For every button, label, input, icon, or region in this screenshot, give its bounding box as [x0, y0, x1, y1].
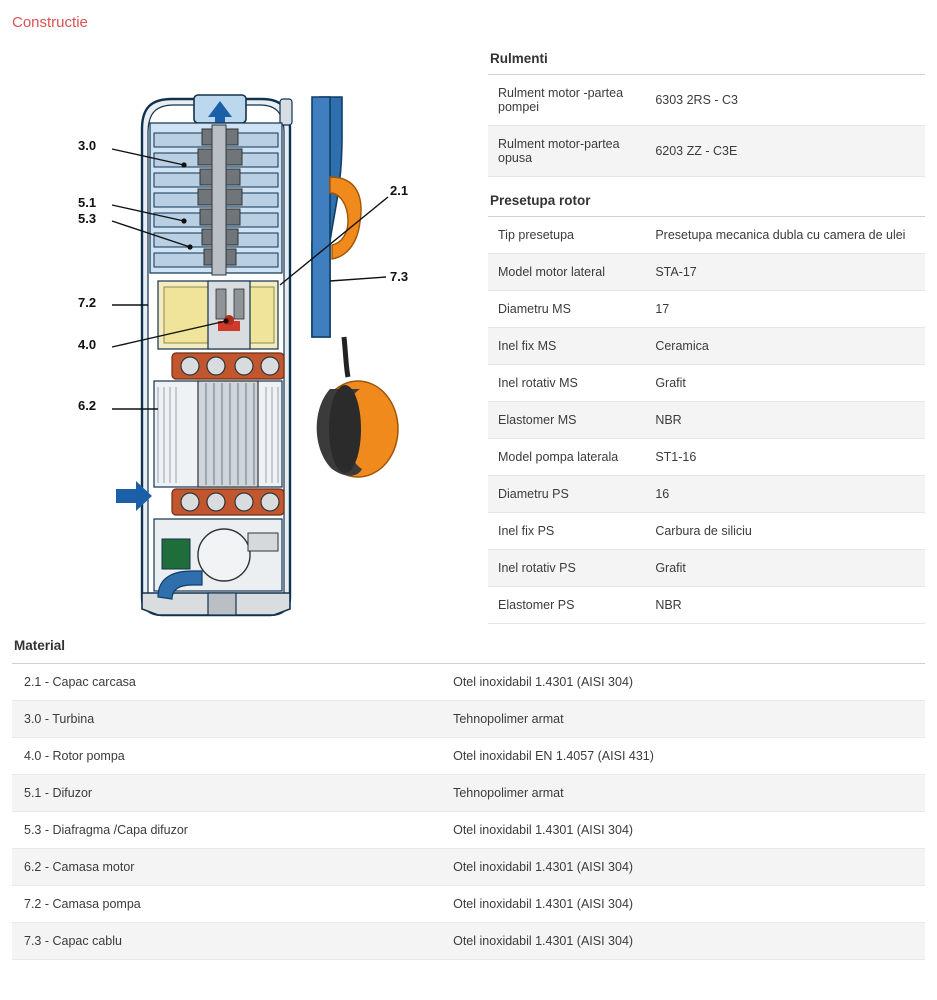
seal-value: Ceramica [645, 328, 925, 365]
seal-key: Elastomer MS [488, 402, 645, 439]
seal-value: Presetupa mecanica dubla cu camera de ulei [645, 217, 925, 254]
material-title: Material [12, 632, 925, 664]
table-row [12, 923, 925, 960]
table-row [488, 476, 925, 513]
table-row [12, 738, 925, 775]
material-key: 6.2 - Camasa motor [12, 849, 441, 886]
table-row [12, 812, 925, 849]
table-row [488, 291, 925, 328]
table-row [12, 775, 925, 812]
table-row [488, 217, 925, 254]
bearing-value: 6303 2RS - C3 [645, 75, 925, 126]
bearings-title: Rulmenti [488, 43, 925, 75]
seal-key: Inel fix MS [488, 328, 645, 365]
seal-key: Diametru MS [488, 291, 645, 328]
material-key: 5.3 - Diafragma /Capa difuzor [12, 812, 441, 849]
bearing-key: Rulment motor -partea pompei [488, 75, 645, 126]
material-key: 4.0 - Rotor pompa [12, 738, 441, 775]
material-value: Otel inoxidabil 1.4301 (AISI 304) [441, 812, 925, 849]
table-row [12, 701, 925, 738]
seal-key: Diametru PS [488, 476, 645, 513]
seals-title: Presetupa rotor [488, 185, 925, 217]
material-value: Tehnopolimer armat [441, 775, 925, 812]
material-table [12, 664, 925, 960]
pump-cutaway-diagram [12, 37, 478, 617]
seal-value: 17 [645, 291, 925, 328]
bearings-table [488, 75, 925, 177]
material-key: 7.2 - Camasa pompa [12, 886, 441, 923]
table-row [488, 402, 925, 439]
seal-key: Inel rotativ MS [488, 365, 645, 402]
material-key: 5.1 - Difuzor [12, 775, 441, 812]
callout-2-1: 2.1 [390, 183, 409, 198]
table-row [488, 513, 925, 550]
seal-key: Inel rotativ PS [488, 550, 645, 587]
pump-diagram-svg [12, 37, 478, 617]
callout-7-3: 7.3 [390, 269, 409, 284]
seal-value: Grafit [645, 550, 925, 587]
seal-value: 16 [645, 476, 925, 513]
material-key: 2.1 - Capac carcasa [12, 664, 441, 701]
callout-5-3: 5.3 [78, 211, 97, 226]
seal-key: Model motor lateral [488, 254, 645, 291]
material-value: Otel inoxidabil 1.4301 (AISI 304) [441, 849, 925, 886]
seal-value: NBR [645, 402, 925, 439]
seal-value: NBR [645, 587, 925, 624]
material-value: Tehnopolimer armat [441, 701, 925, 738]
seal-key: Tip presetupa [488, 217, 645, 254]
table-row [488, 126, 925, 177]
seal-value: ST1-16 [645, 439, 925, 476]
table-row [488, 550, 925, 587]
material-key: 3.0 - Turbina [12, 701, 441, 738]
material-key: 7.3 - Capac cablu [12, 923, 441, 960]
table-row [488, 328, 925, 365]
seal-key: Model pompa laterala [488, 439, 645, 476]
seal-value: Grafit [645, 365, 925, 402]
table-row [488, 254, 925, 291]
material-value: Otel inoxidabil 1.4301 (AISI 304) [441, 664, 925, 701]
seal-value: STA-17 [645, 254, 925, 291]
table-row [488, 75, 925, 126]
material-value: Otel inoxidabil EN 1.4057 (AISI 431) [441, 738, 925, 775]
seals-table [488, 217, 925, 624]
page-title: Constructie [12, 14, 88, 31]
table-row [488, 587, 925, 624]
seal-key: Elastomer PS [488, 587, 645, 624]
callout-5-1: 5.1 [78, 195, 97, 210]
callout-4-0: 4.0 [78, 337, 97, 352]
bearing-key: Rulment motor-partea opusa [488, 126, 645, 177]
spec-tables [478, 37, 925, 624]
material-value: Otel inoxidabil 1.4301 (AISI 304) [441, 886, 925, 923]
callout-7-2: 7.2 [78, 295, 97, 310]
seal-key: Inel fix PS [488, 513, 645, 550]
seal-value: Carbura de siliciu [645, 513, 925, 550]
top-area [0, 37, 937, 624]
table-row [12, 849, 925, 886]
table-row [12, 664, 925, 701]
callout-6-2: 6.2 [78, 398, 97, 413]
material-section [0, 624, 937, 960]
bearing-value: 6203 ZZ - C3E [645, 126, 925, 177]
callout-3-0: 3.0 [78, 138, 97, 153]
table-row [488, 439, 925, 476]
material-value: Otel inoxidabil 1.4301 (AISI 304) [441, 923, 925, 960]
table-row [488, 365, 925, 402]
table-row [12, 886, 925, 923]
